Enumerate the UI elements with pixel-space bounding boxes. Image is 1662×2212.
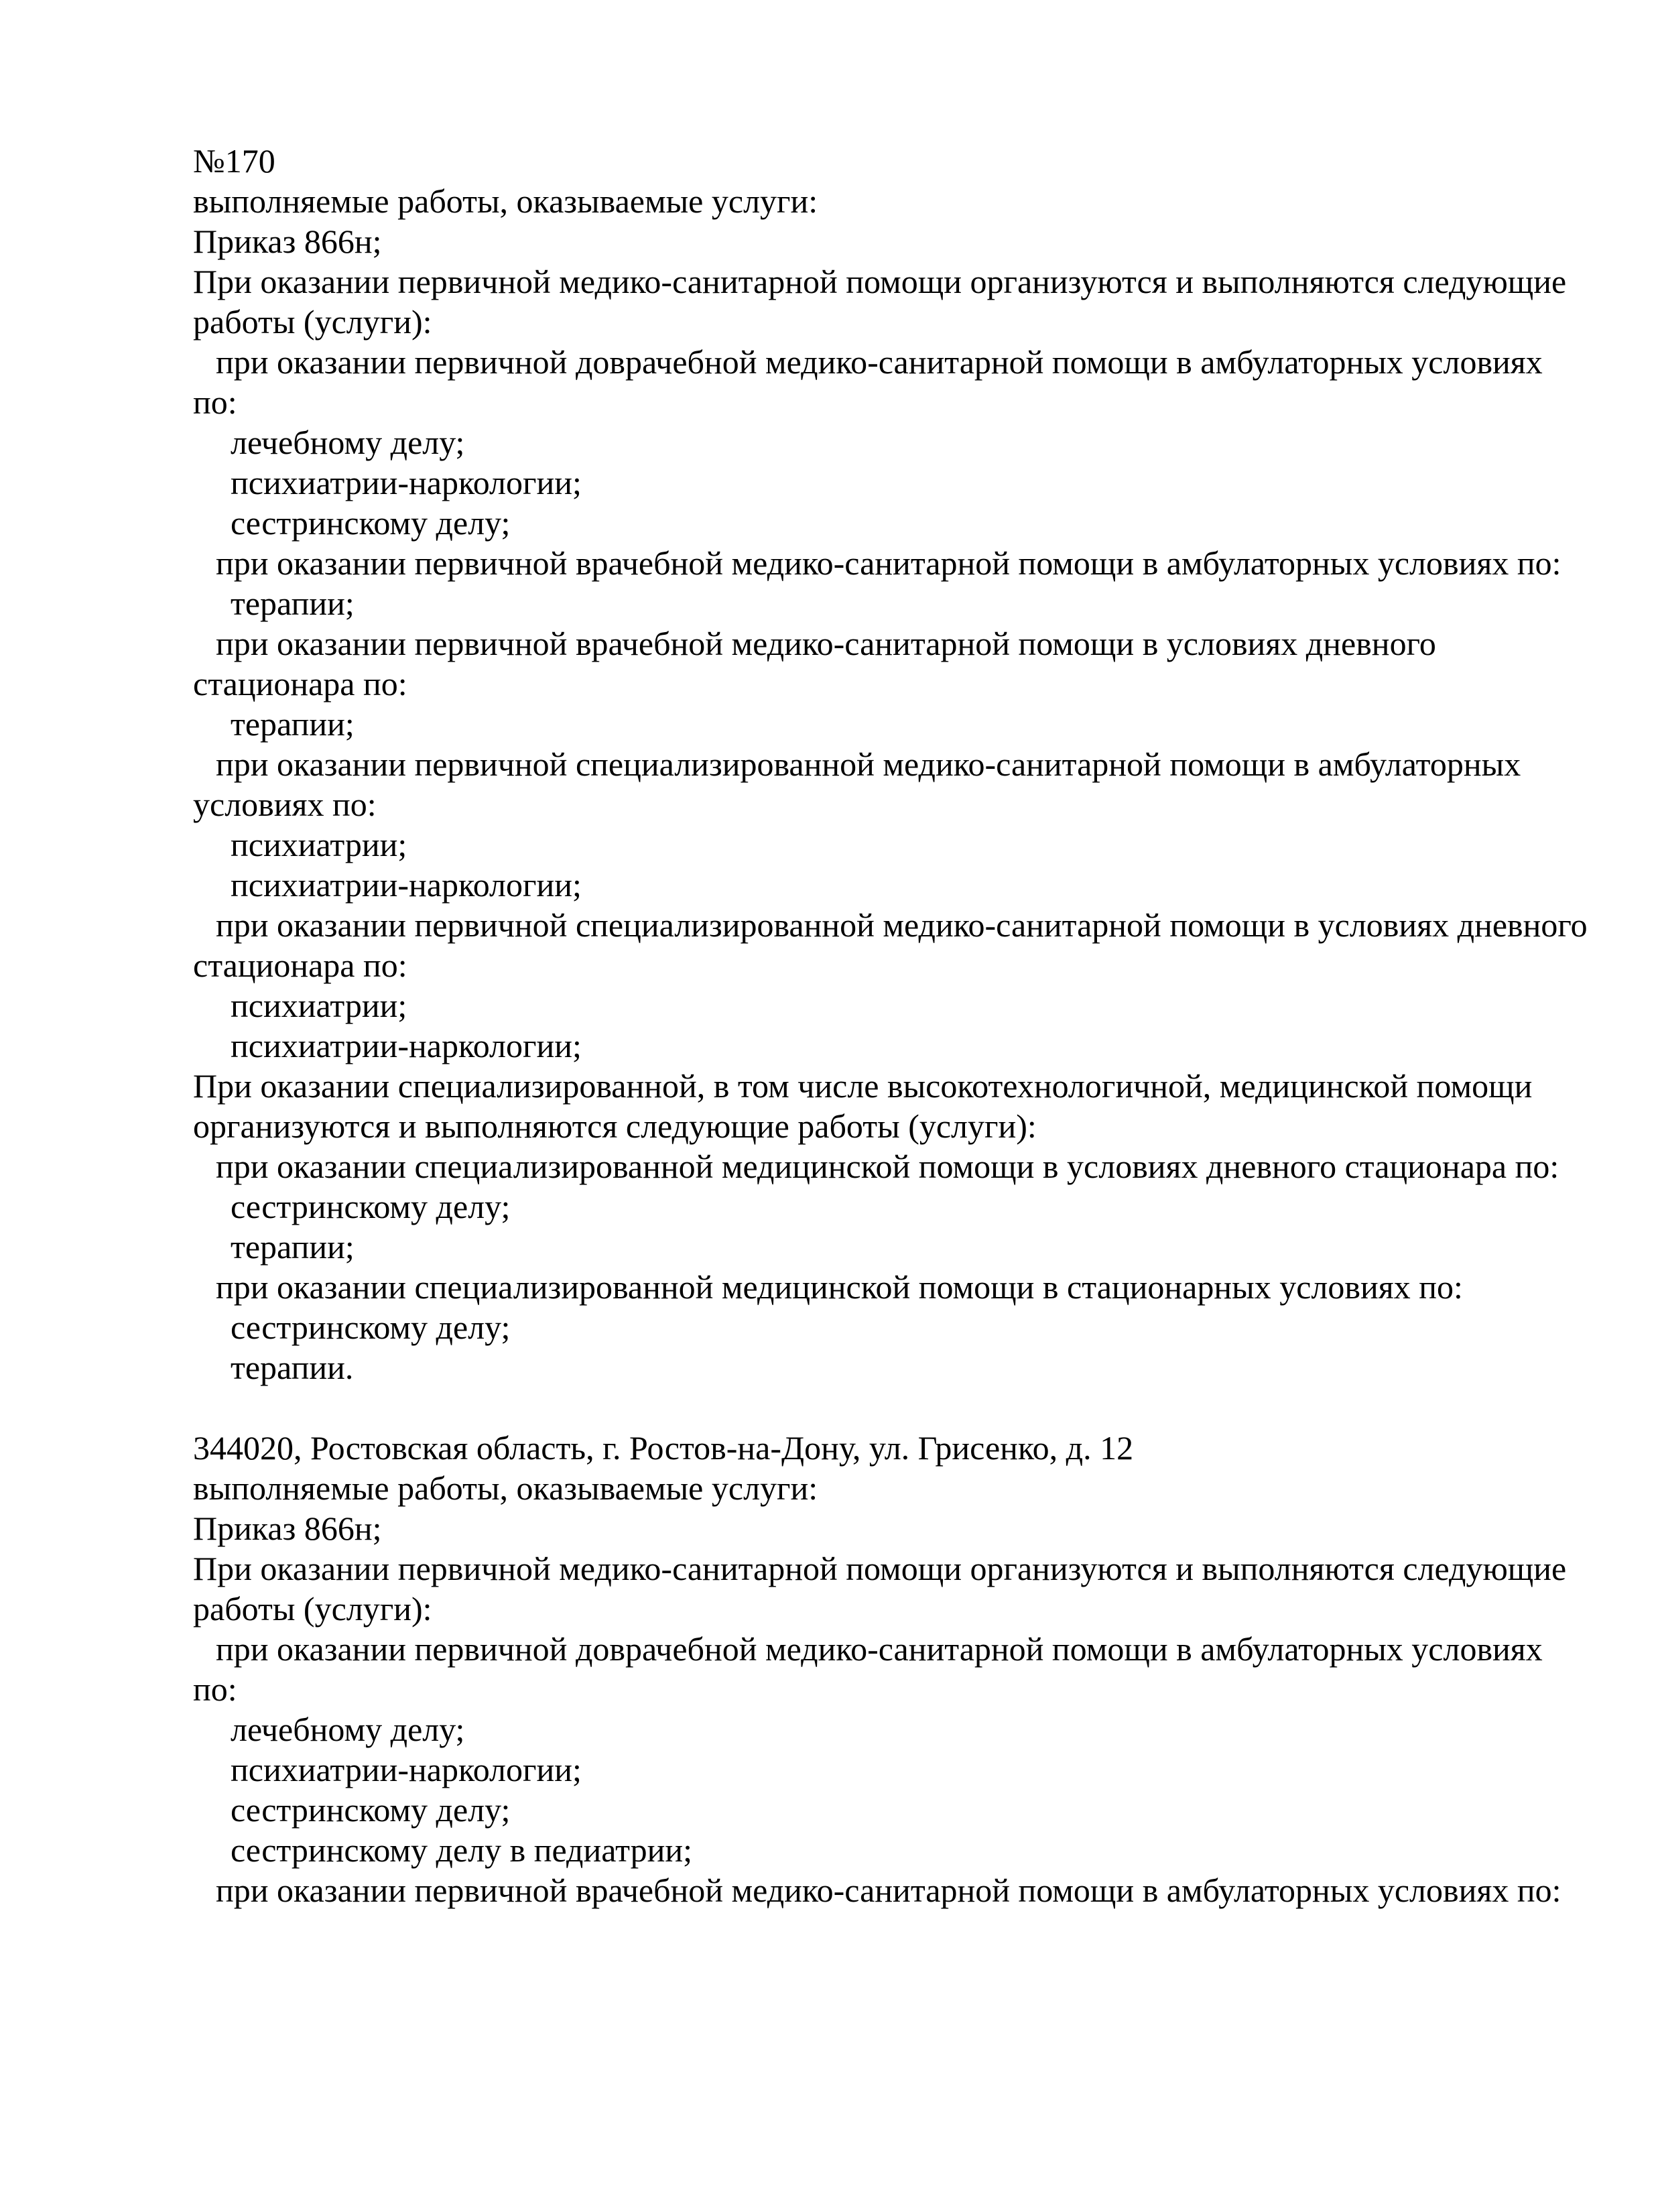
text-line: лечебному делу;: [231, 1711, 465, 1748]
text-line: терапии;: [231, 585, 355, 622]
text-line: терапии;: [231, 1228, 355, 1266]
text-line: сестринскому делу;: [231, 1188, 511, 1225]
text-line: сестринскому делу;: [231, 504, 511, 542]
license-document: [193, 141, 1588, 1910]
text-line: при оказании первичной специализированной медико-санитарной помощи в условиях дневного: [216, 906, 1588, 944]
text-line: при оказании первичной врачебной медико-санитарной помощи в условиях дневного: [216, 625, 1436, 662]
text-line: сестринскому делу;: [231, 1791, 511, 1829]
text-line: психиатрии;: [231, 826, 407, 863]
text-line: Приказ 866н;: [193, 223, 382, 260]
text-line: при оказании первичной специализированной медико-санитарной помощи в амбулаторных: [216, 745, 1521, 783]
text-line: по:: [193, 383, 237, 421]
text-line: психиатрии-наркологии;: [231, 866, 582, 904]
text-line: при оказании первичной врачебной медико-санитарной помощи в амбулаторных условиях по:: [216, 544, 1561, 582]
text-line: При оказании первичной медико-санитарной помощи организуются и выполняются следующие: [193, 263, 1567, 300]
text-line: при оказании первичной доврачебной медико-санитарной помощи в амбулаторных условиях: [216, 343, 1543, 381]
license-entry-block-1: [193, 141, 1588, 1388]
text-line: при оказании специализированной медицинской помощи в условиях дневного стационара по:: [216, 1148, 1559, 1185]
text-line: №170: [193, 142, 275, 180]
text-line: психиатрии;: [231, 987, 407, 1024]
text-line: работы (услуги):: [193, 303, 432, 341]
text-line: стационара по:: [193, 665, 407, 702]
text-line: психиатрии-наркологии;: [231, 1751, 582, 1788]
text-line: терапии.: [231, 1349, 354, 1386]
text-line: Приказ 866н;: [193, 1510, 382, 1547]
text-line: При оказании специализированной, в том числе высокотехнологичной, медицинской помощи: [193, 1067, 1533, 1105]
text-line: работы (услуги):: [193, 1590, 432, 1627]
text-line: выполняемые работы, оказываемые услуги:: [193, 1469, 818, 1507]
text-line: лечебному делу;: [231, 424, 465, 461]
text-line: организуются и выполняются следующие работы (услуги):: [193, 1107, 1037, 1145]
text-line: 344020, Ростовская область, г. Ростов-на-Дону, ул. Грисенко, д. 12: [193, 1429, 1134, 1467]
text-line: психиатрии-наркологии;: [231, 464, 582, 501]
text-line: психиатрии-наркологии;: [231, 1027, 582, 1064]
text-line: выполняемые работы, оказываемые услуги:: [193, 182, 818, 220]
license-entry-block-2: [193, 1428, 1588, 1910]
text-line: сестринскому делу в педиатрии;: [231, 1831, 692, 1869]
text-line: по:: [193, 1670, 237, 1708]
text-line: При оказании первичной медико-санитарной помощи организуются и выполняются следующие: [193, 1550, 1567, 1587]
text-line: при оказании первичной доврачебной медико-санитарной помощи в амбулаторных условиях: [216, 1630, 1543, 1668]
text-line: при оказании специализированной медицинской помощи в стационарных условиях по:: [216, 1268, 1463, 1306]
text-line: условиях по:: [193, 786, 377, 823]
text-line: терапии;: [231, 705, 355, 743]
text-line: сестринскому делу;: [231, 1308, 511, 1346]
text-line: при оказании первичной врачебной медико-санитарной помощи в амбулаторных условиях по:: [216, 1871, 1561, 1909]
text-line: стационара по:: [193, 946, 407, 984]
